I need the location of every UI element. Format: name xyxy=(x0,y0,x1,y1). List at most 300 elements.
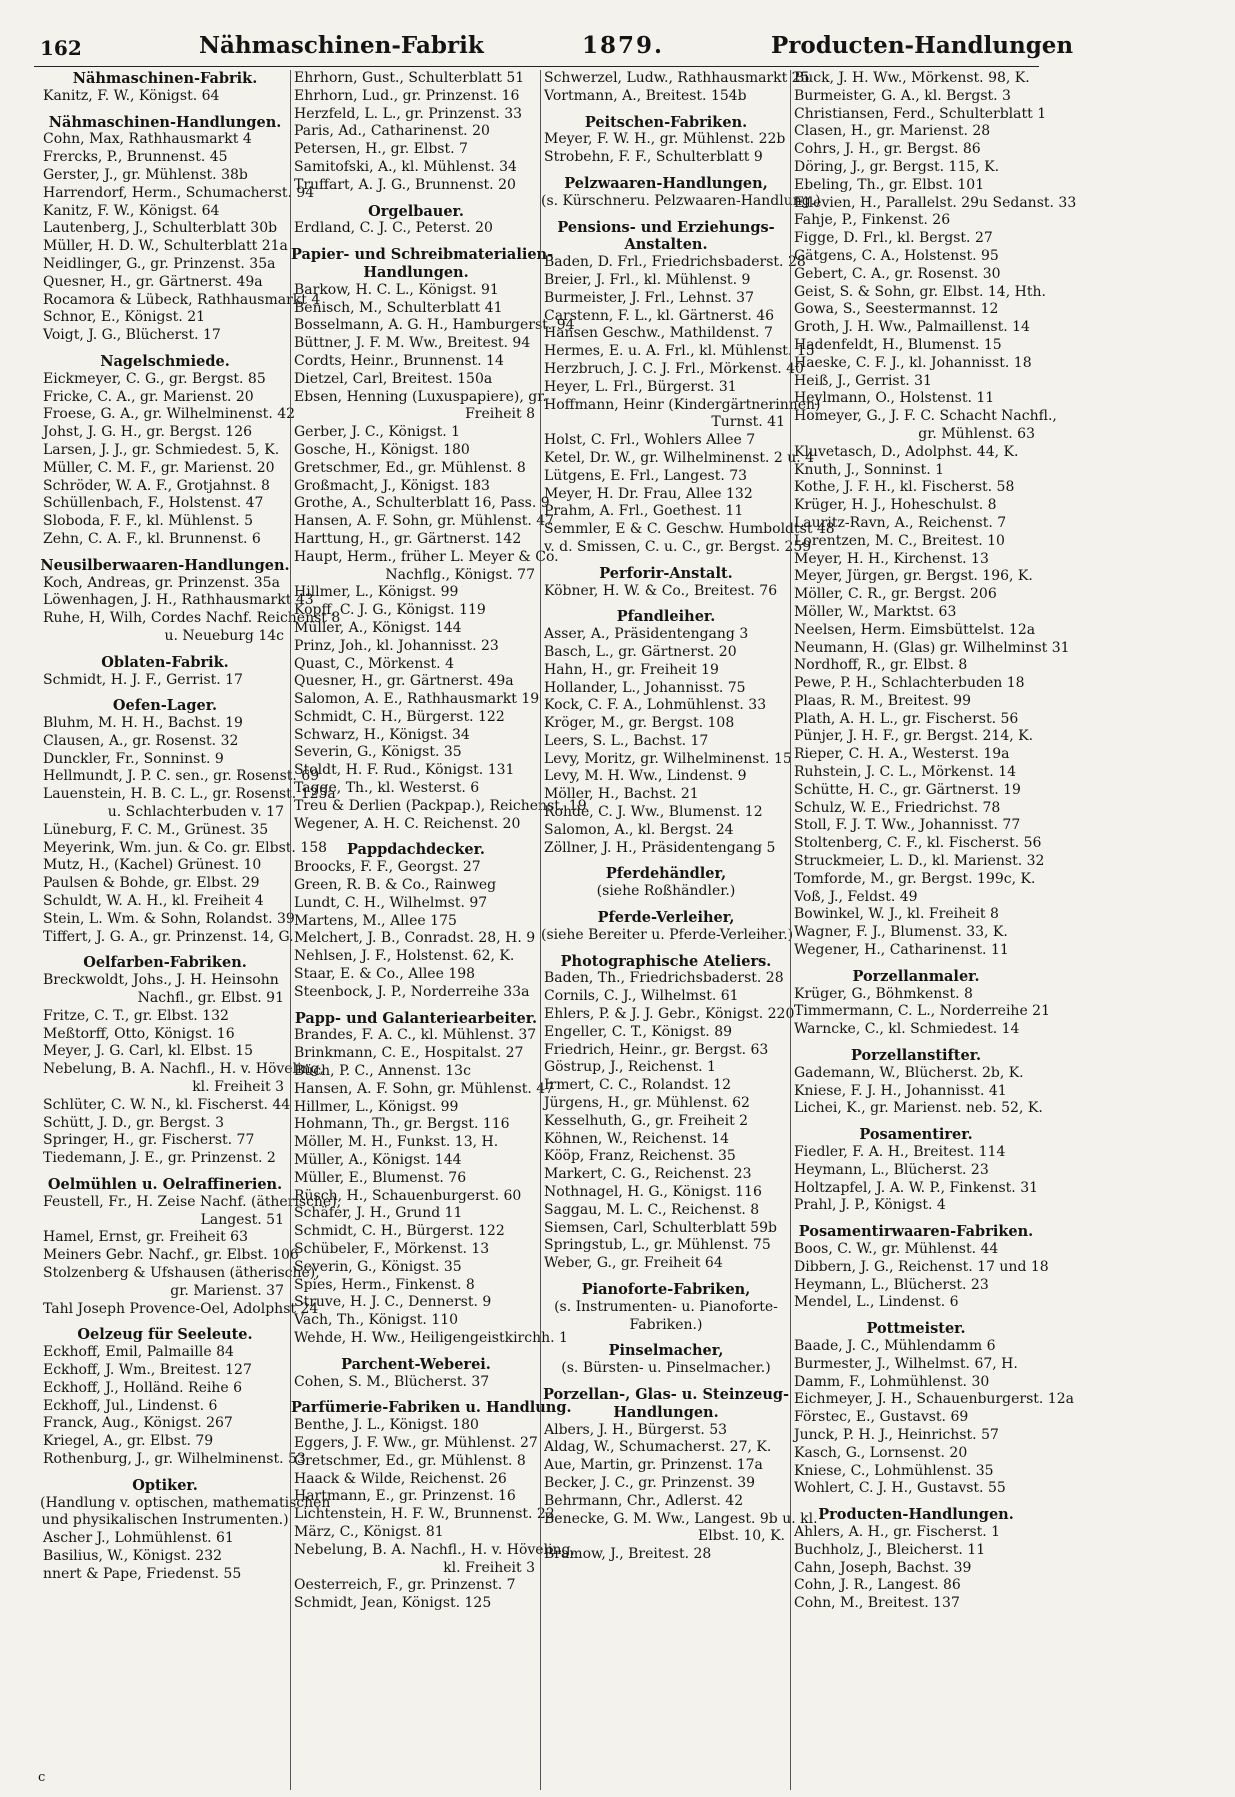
directory-entry: Ruhstein, J. C. L., Mörkenst. 14 xyxy=(794,764,1017,781)
directory-entry: Fritze, C. T., gr. Elbst. 132 xyxy=(43,1007,229,1024)
directory-entry: Benisch, M., Schulterblatt 41 xyxy=(294,299,503,316)
directory-entry: Steenbock, J. P., Norderreihe 33a xyxy=(294,983,530,1000)
directory-entry: Müller, H. D. W., Schulterblatt 21a xyxy=(43,238,288,255)
directory-entry: Hartmann, E., gr. Prinzenst. 16 xyxy=(294,1488,516,1505)
directory-entry: Rieper, C. H. A., Westerst. 19a xyxy=(794,746,1010,763)
directory-entry: Schwarz, H., Königst. 34 xyxy=(294,726,470,743)
directory-entry: Möller, C. R., gr. Bergst. 206 xyxy=(794,586,997,603)
directory-entry: Prinz, Joh., kl. Johannisst. 23 xyxy=(294,637,499,654)
entry-continuation: Nachfl., gr. Elbst. 91 xyxy=(137,990,284,1007)
entry-continuation: u. Schlachterbuden v. 17 xyxy=(107,804,284,821)
directory-entry: Tahl Joseph Provence-Oel, Adolphst 24 xyxy=(43,1300,319,1317)
directory-entry: Schmidt, C. H., Bürgerst. 122 xyxy=(294,1223,505,1240)
directory-entry: Bluhm, M. H. H., Bachst. 19 xyxy=(43,715,243,732)
directory-entry: Quesner, H., gr. Gärtnerst. 49a xyxy=(294,673,514,690)
directory-entry: Geist, S. & Sohn, gr. Elbst. 14, Hth. xyxy=(794,283,1046,300)
directory-entry: Kasch, G., Lornsenst. 20 xyxy=(794,1444,968,1461)
directory-entry: Gebert, C. A., gr. Rosenst. 30 xyxy=(794,265,1001,282)
directory-entry: Breier, J. Frl., kl. Mühlenst. 9 xyxy=(544,271,751,288)
section-heading: Nähmaschinen-Fabrik. xyxy=(72,70,258,87)
directory-entry: Engeller, C. T., Königst. 89 xyxy=(544,1023,733,1040)
directory-entry: Eckhoff, Jul., Lindenst. 6 xyxy=(43,1397,218,1414)
directory-entry: Hillmer, L., Königst. 99 xyxy=(294,584,459,601)
directory-entry: Severin, G., Königst. 35 xyxy=(294,1258,462,1275)
directory-entry: Eichmeyer, J. H., Schauenburgerst. 12a xyxy=(794,1391,1074,1408)
directory-entry: Buchholz, J., Bleicherst. 11 xyxy=(794,1541,986,1558)
directory-entry: Truffart, A. J. G., Brunnenst. 20 xyxy=(294,176,516,193)
section-heading-continued: Handlungen. xyxy=(363,263,469,281)
directory-entry: Schuldt, W. A. H., kl. Freiheit 4 xyxy=(43,893,264,910)
section-heading: Posamentirer. xyxy=(859,1126,973,1144)
directory-entry: Schäfer, J. H., Grund 11 xyxy=(294,1205,463,1222)
directory-entry: Breckwoldt, Johs., J. H. Heinsohn xyxy=(43,972,279,989)
directory-entry: nnert & Pape, Friedenst. 55 xyxy=(43,1565,242,1582)
directory-entry: Meyer, H. Dr. Frau, Allee 132 xyxy=(544,485,753,502)
directory-entry: Dibbern, J. G., Reichenst. 17 und 18 xyxy=(794,1258,1049,1275)
directory-entry: Warncke, C., kl. Schmiedest. 14 xyxy=(794,1021,1020,1038)
section-heading: Papp- und Galanteriearbeiter. xyxy=(294,1009,538,1027)
directory-entry: Mutz, H., (Kachel) Grünest. 10 xyxy=(43,857,262,874)
section-heading: Nagelschmiede. xyxy=(100,352,230,370)
directory-entry: Köbner, H. W. & Co., Breitest. 76 xyxy=(544,582,778,599)
section-heading: Oblaten-Fabrik. xyxy=(101,653,229,671)
directory-entry: Clausen, A., gr. Rosenst. 32 xyxy=(43,732,239,749)
directory-entry: v. d. Smissen, C. u. C., gr. Bergst. 259 xyxy=(544,538,812,555)
directory-entry: Hansen, A. F. Sohn, gr. Mühlenst. 47 xyxy=(294,1080,555,1097)
directory-entry: Eckhoff, J., Holländ. Reihe 6 xyxy=(43,1379,242,1396)
directory-entry: Baade, J. C., Mühlendamm 6 xyxy=(794,1337,996,1354)
entry-continuation: u. Neueburg 14c xyxy=(164,627,284,644)
directory-entry: Barkow, H. C. L., Königst. 91 xyxy=(294,281,499,298)
directory-entry: Eckhoff, J. Wm., Breitest. 127 xyxy=(43,1361,252,1378)
directory-entry: Meiners Gebr. Nachf., gr. Elbst. 106 xyxy=(43,1247,299,1264)
directory-entry: Krüger, G., Böhmkenst. 8 xyxy=(794,985,973,1002)
section-heading: Pappdachdecker. xyxy=(347,841,485,859)
directory-entry: Timmermann, C. L., Norderreihe 21 xyxy=(794,1003,1050,1020)
directory-entry: Krüger, H. J., Hoheschulst. 8 xyxy=(794,497,997,514)
directory-entry: Meyer, H. H., Kirchenst. 13 xyxy=(794,550,989,567)
directory-entry: Brandes, F. A. C., kl. Mühlenst. 37 xyxy=(294,1027,537,1044)
section-heading: Peitschen-Fabriken. xyxy=(584,113,748,131)
directory-entry: Severin, G., Königst. 35 xyxy=(294,744,462,761)
directory-entry: Koch, Andreas, gr. Prinzenst. 35a xyxy=(43,574,280,591)
directory-entry: Plaas, R. M., Breitest. 99 xyxy=(794,692,971,709)
directory-entry: Herzbruch, J. C. J. Frl., Mörkenst. 40 xyxy=(544,360,804,377)
directory-entry: Eckhoff, Emil, Palmaille 84 xyxy=(43,1344,234,1361)
entry-continuation: Freiheit 8 xyxy=(465,406,535,423)
section-heading: Perforir-Anstalt. xyxy=(599,564,733,582)
section-heading: Porzellanstifter. xyxy=(850,1047,982,1065)
directory-entry: Kluvetasch, D., Adolphst. 44, K. xyxy=(794,443,1019,460)
directory-entry: Oesterreich, F., gr. Prinzenst. 7 xyxy=(294,1577,516,1594)
directory-entry: Lauenstein, H. B. C. L., gr. Rosenst. 125a xyxy=(43,786,336,803)
directory-entry: Meyer, J. G. Carl, kl. Elbst. 15 xyxy=(43,1043,254,1060)
directory-columns xyxy=(40,70,1077,1790)
directory-entry: Büch, P. C., Annenst. 13c xyxy=(294,1063,471,1080)
directory-entry: Melchert, J. B., Conradst. 28, H. 9 xyxy=(294,930,536,947)
section-heading: Papier- und Schreibmaterialien- xyxy=(291,246,554,264)
directory-entry: Großmacht, J., Königst. 183 xyxy=(294,477,490,494)
directory-entry: Albers, J. H., Bürgerst. 53 xyxy=(544,1421,728,1438)
directory-entry: Pünjer, J. H. F., gr. Bergst. 214, K. xyxy=(794,728,1034,745)
section-heading: Pfandleiher. xyxy=(616,608,716,626)
directory-entry: Eggers, J. F. Ww., gr. Mühlenst. 27 xyxy=(294,1434,538,1451)
column-1 xyxy=(40,70,342,1790)
section-heading: Oefen-Lager. xyxy=(112,697,218,715)
directory-entry: Fricke, C. A., gr. Marienst. 20 xyxy=(43,388,254,405)
directory-entry: Löwenhagen, J. H., Rathhausmarkt 43 xyxy=(43,592,314,609)
directory-entry: Irmert, C. C., Rolandst. 12 xyxy=(544,1077,731,1094)
directory-entry: Broocks, F. F., Georgst. 27 xyxy=(294,859,481,876)
directory-entry: Neumann, H. (Glas) gr. Wilhelminst 31 xyxy=(794,639,1070,656)
section-heading: Optiker. xyxy=(132,1476,198,1494)
cross-reference: (s. Kürschneru. Pelzwaaren-Handlung.) xyxy=(541,192,821,209)
directory-entry: Salomon, A., kl. Bergst. 24 xyxy=(544,821,734,838)
directory-entry: März, C., Königst. 81 xyxy=(294,1523,444,1540)
section-heading-continued: Handlungen. xyxy=(613,1403,719,1421)
page-header xyxy=(34,30,1074,67)
directory-entry: Holtzapfel, J. A. W. P., Finkenst. 31 xyxy=(794,1179,1039,1196)
directory-entry: Clasen, H., gr. Marienst. 28 xyxy=(794,123,991,140)
directory-entry: Homeyer, G., J. F. C. Schacht Nachfl., xyxy=(794,408,1057,425)
directory-entry: Schmidt, H. J. F., Gerrist. 17 xyxy=(43,671,243,688)
directory-entry: Green, R. B. & Co., Rainweg xyxy=(294,877,497,894)
directory-entry: Nebelung, B. A. Nachfl., H. v. Höveling, xyxy=(294,1541,575,1558)
directory-entry: Kniese, C., Lohmühlenst. 35 xyxy=(794,1462,994,1479)
cross-reference: (siehe Roßhändler.) xyxy=(596,883,736,900)
cross-reference: (siehe Bereiter u. Pferde-Verleiher.) xyxy=(541,926,794,943)
directory-entry: Dietzel, Carl, Breitest. 150a xyxy=(294,370,493,387)
directory-entry: Quast, C., Mörkenst. 4 xyxy=(294,655,454,672)
entry-continuation: gr. Marienst. 37 xyxy=(170,1282,284,1299)
directory-entry: Rüsch, H., Schauenburgerst. 60 xyxy=(294,1187,522,1204)
directory-entry: Johst, J. G. H., gr. Bergst. 126 xyxy=(43,424,253,441)
section-heading: Photographische Ateliers. xyxy=(560,952,772,970)
directory-entry: Larsen, J. J., gr. Schmiedest. 5, K. xyxy=(43,441,280,458)
directory-entry: Weber, G., gr. Freiheit 64 xyxy=(544,1255,723,1272)
directory-entry: Cordts, Heinr., Brunnenst. 14 xyxy=(294,352,504,369)
directory-entry: Prahm, A. Frl., Goethest. 11 xyxy=(544,503,744,520)
directory-entry: Stein, L. Wm. & Sohn, Rolandst. 39 xyxy=(43,910,295,927)
directory-entry: Nebelung, B. A. Nachfl., H. v. Höveling, xyxy=(43,1061,324,1078)
directory-entry: Müller, A., Königst. 144 xyxy=(294,1152,462,1169)
column-2 xyxy=(290,70,587,1790)
directory-entry: Ruhe, H, Wilh, Cordes Nachf. Reichenst 8 xyxy=(43,610,341,627)
section-heading: Neusilberwaaren-Handlungen. xyxy=(40,556,290,574)
directory-entry: Hillmer, L., Königst. 99 xyxy=(294,1098,459,1115)
directory-entry: Schmidt, C. H., Bürgerst. 122 xyxy=(294,708,505,725)
directory-entry: Baden, D. Frl., Friedrichsbaderst. 28 xyxy=(544,254,806,271)
directory-entry: Cornils, C. J., Wilhelmst. 61 xyxy=(544,988,739,1005)
directory-entry: Knuth, J., Sonninst. 1 xyxy=(794,461,945,478)
directory-entry: Möller, W., Marktst. 63 xyxy=(794,603,957,620)
section-heading: Pferde-Verleiher, xyxy=(597,909,735,927)
directory-entry: Lorentzen, M. C., Breitest. 10 xyxy=(794,532,1005,549)
entry-continuation: Elbst. 10, K. xyxy=(698,1528,785,1545)
directory-entry: Pewe, P. H., Schlachterbuden 18 xyxy=(794,675,1025,692)
directory-entry: Burmeister, G. A., kl. Bergst. 3 xyxy=(794,87,1011,104)
directory-entry: Spies, Herm., Finkenst. 8 xyxy=(294,1276,475,1293)
directory-entry: Prahl, J. P., Königst. 4 xyxy=(794,1197,946,1214)
directory-entry: Heylmann, O., Holstenst. 11 xyxy=(794,390,995,407)
directory-entry: Meyerink, Wm. jun. & Co. gr. Elbst. 158 xyxy=(43,839,328,856)
directory-entry: Möller, M. H., Funkst. 13, H. xyxy=(294,1134,499,1151)
directory-entry: Schmidt, Jean, Königst. 125 xyxy=(294,1595,492,1612)
directory-entry: Lüneburg, F. C. M., Grünest. 35 xyxy=(43,821,269,838)
directory-entry: Aue, Martin, gr. Prinzenst. 17a xyxy=(544,1457,763,1474)
directory-entry: Paris, Ad., Catharinenst. 20 xyxy=(294,123,490,140)
directory-entry: Figge, D. Frl., kl. Bergst. 27 xyxy=(794,230,993,247)
entry-continuation: Turnst. 41 xyxy=(711,414,785,431)
directory-entry: Benecke, G. M. Ww., Langest. 9b u. kl. xyxy=(544,1510,818,1527)
directory-entry: Froese, G. A., gr. Wilhelminenst. 42 xyxy=(43,406,296,423)
directory-entry: Struckmeier, L. D., kl. Marienst. 32 xyxy=(794,853,1045,870)
directory-entry: Förstec, E., Gustavst. 69 xyxy=(794,1409,969,1426)
directory-entry: Hahn, H., gr. Freiheit 19 xyxy=(544,661,719,678)
directory-entry: Behrmann, Chr., Adlerst. 42 xyxy=(544,1492,744,1509)
directory-entry: Döring, J., gr. Bergst. 115, K. xyxy=(794,158,1000,175)
directory-entry: Kothe, J. F. H., kl. Fischerst. 58 xyxy=(794,479,1015,496)
directory-entry: Heyer, L. Frl., Bürgerst. 31 xyxy=(544,378,737,395)
directory-entry: Cohrs, J. H., gr. Bergst. 86 xyxy=(794,141,981,158)
directory-entry: Fahje, P., Finkenst. 26 xyxy=(794,212,951,229)
section-heading: Porzellan-, Glas- u. Steinzeug- xyxy=(542,1385,790,1403)
directory-entry: Burmeister, J. Frl., Lehnst. 37 xyxy=(544,289,754,306)
directory-entry: Asser, A., Präsidentengang 3 xyxy=(544,626,749,643)
cross-reference: und physikalischen Instrumenten.) xyxy=(41,1512,289,1529)
directory-entry: Samitofski, A., kl. Mühlenst. 34 xyxy=(294,158,517,175)
directory-entry: Wegener, A. H. C. Reichenst. 20 xyxy=(294,815,521,832)
directory-entry: Ketel, Dr. W., gr. Wilhelminenst. 2 u. 4 xyxy=(544,449,815,466)
section-heading: Pensions- und Erziehungs- xyxy=(557,218,775,236)
directory-entry: Harttung, H., gr. Gärtnerst. 142 xyxy=(294,530,522,547)
directory-entry: Ebeling, Th., gr. Elbst. 101 xyxy=(794,176,985,193)
cross-reference: Fabriken.) xyxy=(629,1316,703,1333)
directory-entry: Aldag, W., Schumacherst. 27, K. xyxy=(544,1439,772,1456)
directory-entry: Gätgens, C. A., Holstenst. 95 xyxy=(794,247,999,264)
directory-entry: Köhnen, W., Reichenst. 14 xyxy=(544,1130,730,1147)
directory-entry: Ellevien, H., Parallelst. 29u Sedanst. 33 xyxy=(794,194,1077,211)
directory-entry: Ehrhorn, Lud., gr. Prinzenst. 16 xyxy=(294,87,520,104)
directory-entry: Voigt, J. G., Blücherst. 17 xyxy=(43,327,221,344)
directory-entry: Gretschmer, Ed., gr. Mühlenst. 8 xyxy=(294,459,526,476)
directory-entry: Bowinkel, W. J., kl. Freiheit 8 xyxy=(794,906,999,923)
cross-reference: (s. Bürsten- u. Pinselmacher.) xyxy=(561,1360,771,1377)
section-heading: Oelmühlen u. Oelraffinerien. xyxy=(47,1176,283,1194)
directory-entry: Staar, E. & Co., Allee 198 xyxy=(294,966,476,983)
directory-entry: Heymann, L., Blücherst. 23 xyxy=(794,1161,989,1178)
directory-entry: Lichei, K., gr. Marienst. neb. 52, K. xyxy=(794,1100,1043,1117)
directory-entry: Hohmann, Th., gr. Bergst. 116 xyxy=(294,1116,510,1133)
directory-entry: Kanitz, F. W., Königst. 64 xyxy=(43,87,220,104)
section-heading: Oelfarben-Fabriken. xyxy=(83,954,247,972)
directory-entry: Christiansen, Ferd., Schulterblatt 1 xyxy=(794,105,1047,122)
directory-entry: Lundt, C. H., Wilhelmst. 97 xyxy=(294,894,488,911)
directory-entry: Lauritz-Ravn, A., Reichenst. 7 xyxy=(794,514,1007,531)
directory-entry: Jürgens, H., gr. Mühlenst. 62 xyxy=(544,1095,750,1112)
directory-entry: Hollander, L., Johannisst. 75 xyxy=(544,679,746,696)
directory-entry: Büttner, J. F. M. Ww., Breitest. 94 xyxy=(294,335,531,352)
directory-entry: Siemsen, Carl, Schulterblatt 59b xyxy=(544,1219,777,1236)
directory-entry: Plath, A. H. L., gr. Fischerst. 56 xyxy=(794,710,1019,727)
directory-entry: Zehn, C. A. F., kl. Brunnenst. 6 xyxy=(43,530,261,547)
directory-entry: Frercks, P., Brunnenst. 45 xyxy=(43,149,228,166)
directory-entry: Gerber, J. C., Königst. 1 xyxy=(294,424,461,441)
directory-entry: Stoll, F. J. T. Ww., Johannisst. 77 xyxy=(794,817,1021,834)
directory-entry: Harrendorf, Herm., Schumacherst. 94 xyxy=(43,184,315,201)
directory-entry: Hoffmann, Heinr (Kindergärtnerinnen) xyxy=(544,396,821,413)
directory-entry: Grothe, A., Schulterblatt 16, Pass. 9 xyxy=(294,495,550,512)
directory-entry: Levy, Moritz, gr. Wilhelminenst. 15 xyxy=(544,750,792,767)
directory-entry: Voß, J., Feldst. 49 xyxy=(794,888,918,905)
directory-entry: Eickmeyer, C. G., gr. Bergst. 85 xyxy=(43,370,266,387)
directory-entry: Carstenn, F. L., kl. Gärtnerst. 46 xyxy=(544,307,775,324)
directory-entry: Haeske, C. F. J., kl. Johannisst. 18 xyxy=(794,354,1032,371)
directory-entry: Schlüter, C. W. N., kl. Fischerst. 44 xyxy=(43,1096,291,1113)
directory-entry: Hansen Geschw., Mathildenst. 7 xyxy=(544,325,773,342)
directory-entry: Dunckler, Fr., Sonninst. 9 xyxy=(43,750,224,767)
section-heading: Nähmaschinen-Handlungen. xyxy=(48,113,282,131)
directory-entry: Hadenfeldt, H., Blumenst. 15 xyxy=(794,336,1002,353)
directory-entry: Nothnagel, H. G., Königst. 116 xyxy=(544,1184,762,1201)
directory-entry: Rothenburg, J., gr. Wilhelminenst. 53 xyxy=(43,1450,306,1467)
directory-entry: Kniese, F. J. H., Johannisst. 41 xyxy=(794,1082,1007,1099)
directory-entry: Martens, M., Allee 175 xyxy=(294,912,457,929)
column-4 xyxy=(790,70,1077,1790)
directory-entry: Cahn, Joseph, Bachst. 39 xyxy=(794,1559,972,1576)
directory-entry: Struve, H. J. C., Dennerst. 9 xyxy=(294,1294,492,1311)
directory-entry: Benthe, J. L., Königst. 180 xyxy=(294,1417,479,1434)
directory-entry: Kanitz, F. W., Königst. 64 xyxy=(43,202,220,219)
running-title-right: Producten-Handlungen xyxy=(771,32,1074,59)
directory-entry: Becker, J. C., gr. Prinzenst. 39 xyxy=(544,1474,756,1491)
section-heading: Pottmeister. xyxy=(866,1320,966,1338)
directory-entry: Ebsen, Henning (Luxuspapiere), gr. xyxy=(294,388,547,405)
entry-continuation: kl. Freiheit 3 xyxy=(443,1559,535,1576)
entry-continuation: gr. Mühlenst. 63 xyxy=(918,425,1035,442)
directory-entry: Stoldt, H. F. Rud., Königst. 131 xyxy=(294,762,515,779)
directory-entry: Kriegel, A., gr. Elbst. 79 xyxy=(43,1433,214,1450)
directory-entry: Junck, P. H. J., Heinrichst. 57 xyxy=(794,1426,999,1443)
directory-entry: Hermes, E. u. A. Frl., kl. Mühlenst. 15 xyxy=(544,343,815,360)
directory-entry: Neidlinger, G., gr. Prinzenst. 35a xyxy=(43,255,276,272)
directory-entry: Tiedemann, J. E., gr. Prinzenst. 2 xyxy=(43,1150,276,1167)
directory-entry: Kööp, Franz, Reichenst. 35 xyxy=(544,1148,736,1165)
directory-entry: Mendel, L., Lindenst. 6 xyxy=(794,1294,959,1311)
directory-entry: Semmler, E & C. Geschw. Humboldtst 48 xyxy=(544,521,835,538)
directory-entry: Erdland, C. J. C., Peterst. 20 xyxy=(294,220,493,237)
entry-continuation: kl. Freiheit 3 xyxy=(192,1079,284,1096)
directory-entry: Cohn, M., Breitest. 137 xyxy=(794,1595,960,1612)
section-heading-continued: Anstalten. xyxy=(624,236,708,254)
directory-entry: Hellmundt, J. P. C. sen., gr. Rosenst. 69 xyxy=(43,768,320,785)
cross-reference: (s. Instrumenten- u. Pianoforte- xyxy=(554,1298,778,1315)
directory-entry: Meyer, Jürgen, gr. Bergst. 196, K. xyxy=(794,568,1033,585)
directory-entry: Müller, C. M. F., gr. Marienst. 20 xyxy=(43,459,275,476)
section-heading: Pianoforte-Fabriken, xyxy=(581,1281,751,1298)
directory-entry: Kröger, M., gr. Bergst. 108 xyxy=(544,715,735,732)
directory-entry: Haack & Wilde, Reichenst. 26 xyxy=(294,1470,507,1487)
section-heading: Posamentirwaaren-Fabriken. xyxy=(798,1223,1034,1241)
directory-entry: Vortmann, A., Breitest. 154b xyxy=(544,87,747,104)
directory-entry: Brinkmann, C. E., Hospitalst. 27 xyxy=(294,1045,524,1062)
directory-entry: Cohn, Max, Rathhausmarkt 4 xyxy=(43,131,252,148)
directory-entry: Gosche, H., Königst. 180 xyxy=(294,441,470,458)
running-title-left: Nähmaschinen-Fabrik xyxy=(199,32,484,59)
directory-entry: Wohlert, C. J. H., Gustavst. 55 xyxy=(794,1480,1006,1497)
entry-continuation: Nachflg., Königst. 77 xyxy=(385,566,535,583)
directory-entry: Göstrup, J., Reichenst. 1 xyxy=(544,1059,716,1076)
directory-entry: Rocamora & Lübeck, Rathhausmarkt 4 xyxy=(43,291,321,308)
directory-entry: Haupt, Herm., früher L. Meyer & Co. xyxy=(294,548,559,565)
directory-entry: Rohde, C. J. Ww., Blumenst. 12 xyxy=(544,804,763,821)
directory-entry: Friedrich, Heinr., gr. Bergst. 63 xyxy=(544,1041,769,1058)
directory-entry: Saggau, M. L. C., Reichenst. 8 xyxy=(544,1201,760,1218)
section-heading: Pelzwaaren-Handlungen, xyxy=(564,174,768,192)
directory-entry: Franck, Aug., Königst. 267 xyxy=(43,1415,233,1432)
directory-entry: Petersen, H., gr. Elbst. 7 xyxy=(294,141,468,158)
directory-entry: Holst, C. Frl., Wohlers Allee 7 xyxy=(544,432,756,449)
directory-entry: Wagner, F. J., Blumenst. 33, K. xyxy=(794,924,1008,941)
directory-entry: Basilius, W., Königst. 232 xyxy=(43,1547,223,1564)
directory-entry: Levy, M. H. Ww., Lindenst. 9 xyxy=(544,768,747,785)
directory-entry: Tomforde, M., gr. Bergst. 199c, K. xyxy=(794,870,1036,887)
directory-entry: Gademann, W., Blücherst. 2b, K. xyxy=(794,1064,1024,1081)
section-heading: Parchent-Weberei. xyxy=(341,1355,491,1373)
directory-entry: Ascher J., Lohmühlenst. 61 xyxy=(43,1530,234,1547)
running-year: 1879. xyxy=(582,32,665,59)
cross-reference: (Handlung v. optischen, mathematischen xyxy=(40,1494,331,1511)
directory-entry: Gerster, J., gr. Mühlenst. 38b xyxy=(43,166,248,183)
directory-entry: Buck, J. H. Ww., Mörkenst. 98, K. xyxy=(794,70,1030,86)
directory-entry: Lütgens, E. Frl., Langest. 73 xyxy=(544,467,748,484)
directory-entry: Gowa, S., Seestermannst. 12 xyxy=(794,301,999,318)
directory-entry: Hamel, Ernst, gr. Freiheit 63 xyxy=(43,1229,248,1246)
directory-entry: Kock, C. F. A., Lohmühlenst. 33 xyxy=(544,697,767,714)
directory-entry: Leers, S. L., Bachst. 17 xyxy=(544,732,709,749)
directory-entry: Ehlers, P. & J. J. Gebr., Königst. 220 xyxy=(544,1006,795,1023)
directory-entry: Stoltenberg, C. F., kl. Fischerst. 56 xyxy=(794,835,1042,852)
directory-entry: Schütt, J. D., gr. Bergst. 3 xyxy=(43,1114,224,1131)
directory-entry: Gretschmer, Ed., gr. Mühlenst. 8 xyxy=(294,1452,526,1469)
directory-entry: Sloboda, F. F., kl. Mühlenst. 5 xyxy=(43,513,254,530)
directory-entry: Schütte, H. C., gr. Gärtnerst. 19 xyxy=(794,781,1021,798)
directory-entry: Heymann, L., Blücherst. 23 xyxy=(794,1276,989,1293)
directory-entry: Salomon, A. E., Rathhausmarkt 19 xyxy=(294,691,540,708)
directory-entry: Schwerzel, Ludw., Rathhausmarkt 25 xyxy=(544,70,810,86)
directory-entry: Feustell, Fr., H. Zeise Nachf. (ätherische), xyxy=(43,1193,342,1210)
directory-entry: Kesselhuth, G., gr. Freiheit 2 xyxy=(544,1112,749,1129)
section-heading: Pferdehändler, xyxy=(605,865,727,883)
directory-entry: Ahlers, A. H., gr. Fischerst. 1 xyxy=(794,1523,1001,1540)
directory-entry: Groth, J. H. Ww., Palmaillenst. 14 xyxy=(794,319,1030,336)
directory-entry: Lichtenstein, H. F. W., Brunnenst. 22 xyxy=(294,1506,555,1523)
directory-entry: Bramow, J., Breitest. 28 xyxy=(544,1546,712,1563)
directory-entry: Meyer, F. W. H., gr. Mühlenst. 22b xyxy=(544,131,786,148)
directory-entry: Vach, Th., Königst. 110 xyxy=(294,1312,459,1329)
footnote-mark: c xyxy=(38,1770,46,1785)
section-heading: Orgelbauer. xyxy=(368,202,464,220)
directory-entry: Lautenberg, J., Schulterblatt 30b xyxy=(43,220,278,237)
directory-entry: Basch, L., gr. Gärtnerst. 20 xyxy=(544,643,737,660)
directory-entry: Müller, A., Königst. 144 xyxy=(294,619,462,636)
directory-entry: Bosselmann, A. G. H., Hamburgerst. 94 xyxy=(294,317,575,334)
directory-entry: Schnor, E., Königst. 21 xyxy=(43,309,206,326)
directory-entry: Meßtorff, Otto, Königst. 16 xyxy=(43,1025,235,1042)
directory-entry: Schulz, W. E., Friedrichst. 78 xyxy=(794,799,1001,816)
directory-entry: Boos, C. W., gr. Mühlenst. 44 xyxy=(794,1241,999,1257)
directory-entry: Herzfeld, L. L., gr. Prinzenst. 33 xyxy=(294,105,523,122)
